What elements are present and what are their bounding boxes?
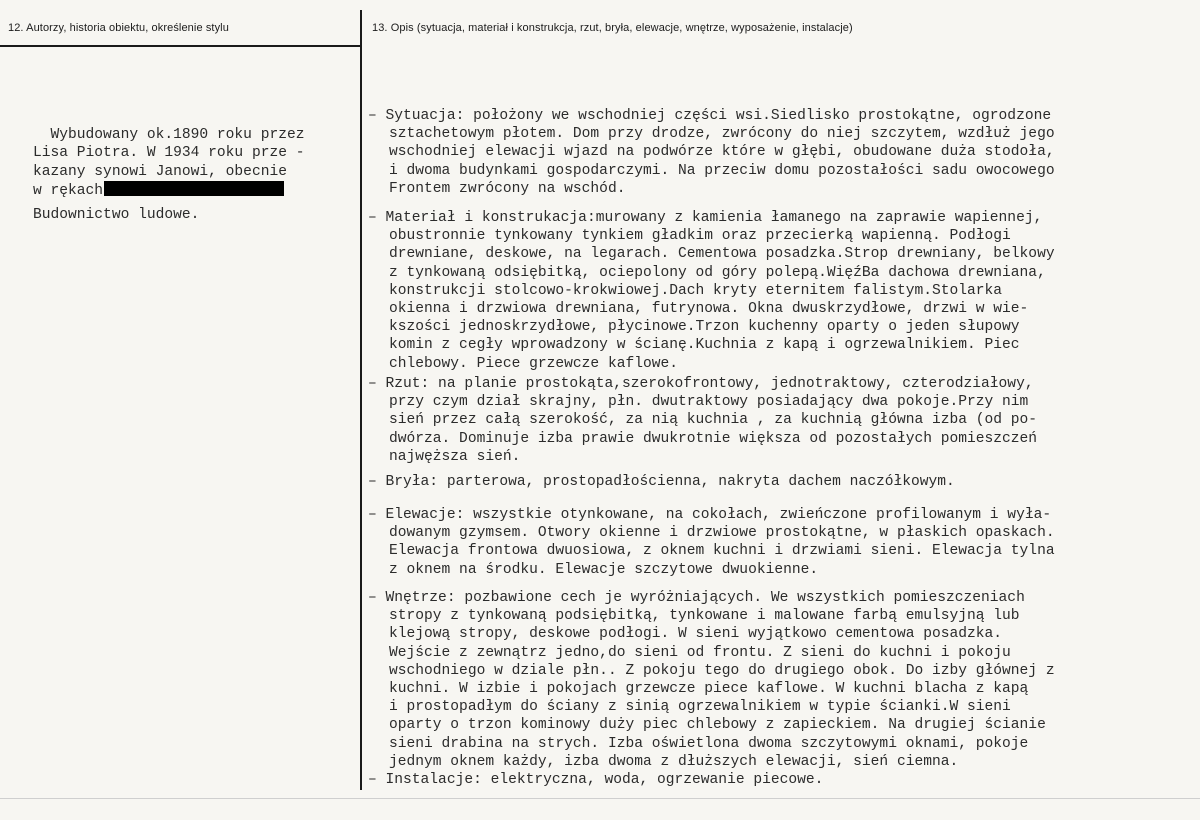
description-line: dwórza. Dominuje izba prawie dwukrotnie większa od pozostałych pomieszczeń (389, 430, 1038, 447)
description-line: stropy z tynkowaną podsiębitką, tynkowane i malowane farbą emulsyjną lub (389, 608, 1020, 625)
description-line: wschodniego w dziale płn.. Z pokoju tego do drugiego obok. Do izby głównej z (389, 662, 1055, 679)
description-section (368, 506, 1055, 579)
description-line: chlebowy. Piece grzewcze kaflowe. (389, 355, 679, 372)
description-line: kszości jednoskrzydłowe, płycinowe.Trzon kuchenny oparty o jeden słupowy (389, 319, 1020, 336)
description-section (368, 209, 1055, 373)
description-section (368, 771, 823, 789)
description-line: – Materiał i konstrukacja:murowany z kamienia łamanego na zaprawie wapiennej, (368, 210, 1043, 226)
description-line: wschodniej elewacji wjazd na podwórze które w głębi, obudowane duża stodoła, (389, 144, 1055, 161)
style-text: Budownictwo ludowe. (33, 207, 200, 223)
history-line: kazany synowi Janowi, obecnie (33, 163, 287, 180)
description-section (368, 589, 1055, 771)
description-line: sień przez całą szerokość, za nią kuchnia , za kuchnią główna izba (od po- (389, 412, 1038, 429)
description-line: i dwoma budynkami gospodarczymi. Na przeciw domu pozostałości sadu owocowego (389, 162, 1055, 179)
description-line: – Elewacje: wszystkie otynkowane, na cokołach, zwieńczone profilowanym i wyła- (368, 507, 1052, 523)
history-line: Lisa Piotra. W 1934 roku prze - (33, 145, 305, 162)
description-line: oparty o trzon kominowy duży piec chlebowy z zapieckiem. Na drugiej ścianie (389, 717, 1046, 734)
description-line: – Wnętrze: pozbawione cech je wyróżniających. We wszystkich pomieszczeniach (368, 590, 1025, 606)
description-line: jednym oknem każdy, izba dwoma z dłuższych elewacji, sień ciemna. (389, 753, 959, 770)
description-line: Elewacja frontowa dwuosiowa, z oknem kuchni i drzwiami sieni. Elewacja tylna (389, 543, 1055, 560)
description-line: i prostopadłym do ściany z sinią ogrzewalnikiem w typie ścianki.W sieni (389, 699, 1011, 716)
description-line: komin z cegły wprowadzony w ścianę.Kuchnia z kapą i ogrzewalnikiem. Piec (389, 337, 1020, 354)
description-line: sztachetowym płotem. Dom przy drodze, zwrócony do niej szczytem, wzdłuż jego (389, 126, 1055, 143)
description-line: z tynkowaną odsiębitką, ociepolony od góry polepą.WięźBa dachowa drewniana, (389, 264, 1046, 281)
section-12-heading: 12. Autorzy, historia obiektu, określenie stylu (8, 22, 229, 34)
description-line: – Rzut: na planie prostokąta,szerokofrontowy, jednotraktowy, czterodziałowy, (368, 376, 1034, 392)
history-line: Wybudowany ok.1890 roku przez (50, 127, 305, 144)
description-line: obustronnie tynkowany tynkiem gładkim oraz przecierką wapienną. Podłogi (389, 228, 1011, 245)
description-line: z oknem na środku. Elewacje szczytowe dwuokienne. (389, 561, 819, 578)
column-divider (360, 10, 362, 790)
description-section (368, 473, 955, 491)
description-line: okienna i drzwiowa drewniana, futrynowa. Okna dwuskrzydłowe, drzwi w wie- (389, 301, 1029, 318)
history-text (33, 108, 305, 200)
header-rule (0, 45, 360, 47)
description-line: najwęższa sień. (389, 448, 521, 465)
description-line: – Bryła: parterowa, prostopadłościenna, nakryta dachem naczółkowym. (368, 474, 955, 490)
description-line: – Instalacje: elektryczna, woda, ogrzewanie piecowe. (368, 772, 824, 788)
page-edge (0, 798, 1200, 799)
description-line: konstrukcji stolcowo-krokwiowej.Dach kryty eternitem falistym.Stolarka (389, 282, 1003, 299)
history-line: w rękach (33, 182, 104, 199)
description-line: drewniane, deskowe, na legarach. Cementowa posadzka.Strop drewniany, belkowy (389, 246, 1055, 263)
description-line: – Sytuacja: położony we wschodniej części wsi.Siedlisko prostokątne, ogrodzone (368, 108, 1052, 124)
description-line: Wejście z zewnątrz jedno,do sieni od frontu. Z sieni do kuchni i pokoju (389, 644, 1011, 661)
description-line: klejową stropy, deskowe podłogi. W sieni wyjątkowo cementowa posadzka. (389, 626, 1003, 643)
description-line: kuchni. W izbie i pokojach grzewcze piece kaflowe. W kuchni blacha z kapą (389, 681, 1029, 698)
description-section (368, 375, 1037, 466)
description-line: sieni drabina na strych. Izba oświetlona dwoma szczytowymi oknami, pokoje (389, 735, 1029, 752)
description-section (368, 107, 1055, 198)
description-line: Frontem zwrócony na wschód. (389, 180, 626, 197)
description-line: dowanym gzymsem. Otwory okienne i drzwiowe prostokątne, w płaskich opaskach. (389, 525, 1055, 542)
section-13-heading: 13. Opis (sytuacja, materiał i konstrukcja, rzut, bryła, elewacje, wnętrze, wyposażenie, instalacje) (372, 22, 853, 34)
description-line: przy czym dział skrajny, płn. dwutraktowy posiadający dwa pokoje.Przy nim (389, 394, 1029, 411)
redaction-bar (104, 181, 284, 196)
